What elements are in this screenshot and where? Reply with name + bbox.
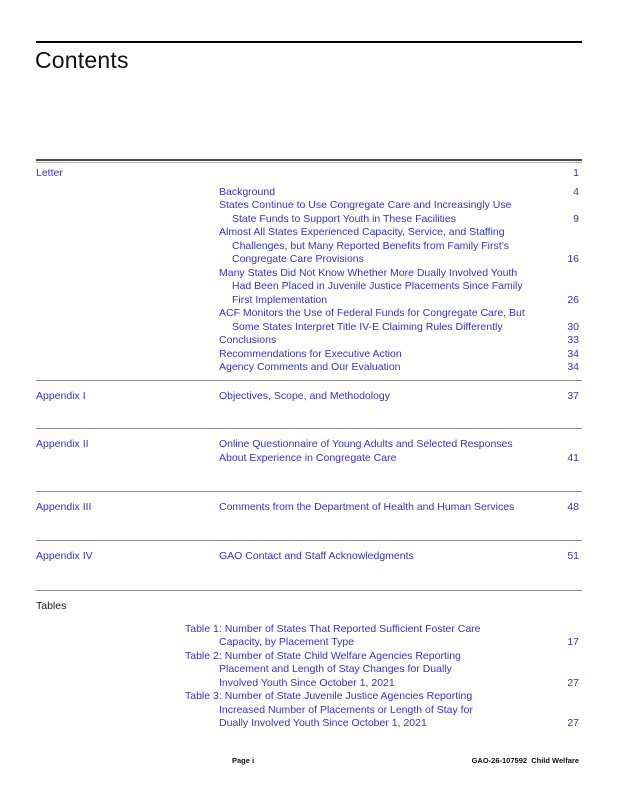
table-entry-row bbox=[185, 690, 582, 731]
page-title: Contents bbox=[35, 47, 129, 73]
appendix-2-row bbox=[36, 438, 582, 465]
appendix-4-rule bbox=[36, 540, 582, 541]
appendix-1-row bbox=[36, 390, 582, 404]
tables-section-rule bbox=[36, 590, 582, 591]
table-entries bbox=[185, 623, 582, 731]
letter-section-rule bbox=[36, 159, 582, 163]
appendix-2-title[interactable]: Online Questionnaire of Young Adults and Selected Responses About Experience in Congregate Care bbox=[219, 438, 513, 464]
table-entry-text[interactable]: Table 3: Number of State Juvenile Justice Agencies Reporting Increased Number of Placements or Length of Stay for Dually Involved Youth Since October 1, 2021 bbox=[185, 690, 473, 729]
appendix-4-page-number[interactable]: 51 bbox=[567, 550, 579, 562]
toc-entry-text[interactable]: Conclusions bbox=[219, 334, 277, 346]
page-footer bbox=[36, 756, 582, 766]
letter-link[interactable]: Letter bbox=[36, 167, 63, 179]
appendix-1-rule bbox=[36, 380, 582, 381]
toc-entry-row bbox=[219, 226, 582, 267]
toc-entry-page-number[interactable]: 33 bbox=[567, 334, 579, 346]
table-entry-row bbox=[185, 650, 582, 691]
appendix-1-title[interactable]: Objectives, Scope, and Methodology bbox=[219, 390, 391, 402]
toc-entry-text[interactable]: Almost All States Experienced Capacity, Service, and Staffing Challenges, but Many Reported Benefits from Family First’s Congregate Care Provisions bbox=[219, 226, 509, 265]
toc-entry-page-number[interactable]: 16 bbox=[567, 253, 579, 265]
toc-entry-text[interactable]: Many States Did Not Know Whether More Dually Involved Youth Had Been Placed in Juvenile Justice Placements Since Family First Implementation bbox=[219, 266, 523, 306]
appendix-3-rule bbox=[36, 491, 582, 492]
letter-entries bbox=[219, 186, 582, 375]
toc-entry-text[interactable]: States Continue to Use Congregate Care and Increasingly Use State Funds to Support Youth in These Facilities bbox=[219, 199, 512, 225]
appendix-3-page-number[interactable]: 48 bbox=[567, 501, 579, 513]
appendix-1-label[interactable]: Appendix I bbox=[36, 390, 86, 402]
toc-entry-row bbox=[219, 267, 582, 308]
appendix-3-label[interactable]: Appendix III bbox=[36, 501, 92, 513]
toc-entry-page-number[interactable]: 9 bbox=[573, 212, 579, 225]
toc-entry-text[interactable]: Agency Comments and Our Evaluation bbox=[219, 361, 401, 373]
toc-entry-row bbox=[219, 199, 582, 226]
toc-entry-row bbox=[219, 348, 582, 362]
toc-entry-page-number[interactable]: 34 bbox=[567, 347, 579, 360]
letter-head-row bbox=[36, 167, 582, 181]
toc-entry-row bbox=[219, 334, 582, 348]
table-entry-page-number[interactable]: 27 bbox=[567, 717, 579, 729]
footer-report-id: GAO-26-107592 Child Welfare bbox=[471, 756, 579, 765]
top-rule bbox=[36, 41, 582, 43]
footer-page-number: Page i bbox=[232, 756, 255, 765]
table-entry-text[interactable]: Table 2: Number of State Child Welfare Agencies Reporting Placement and Length of Stay Changes for Dually Involved Youth Since October 1, 2021 bbox=[185, 649, 461, 689]
toc-entry-page-number[interactable]: 30 bbox=[567, 320, 579, 333]
section-appendix-4 bbox=[36, 540, 582, 564]
table-entry-page-number[interactable]: 27 bbox=[567, 676, 579, 689]
table-entry-page-number[interactable]: 17 bbox=[567, 636, 579, 648]
appendix-4-title[interactable]: GAO Contact and Staff Acknowledgments bbox=[219, 550, 414, 562]
tables-heading: Tables bbox=[36, 600, 67, 612]
letter-page-number[interactable]: 1 bbox=[573, 167, 579, 179]
toc-entry-row bbox=[219, 307, 582, 334]
toc-entry-page-number[interactable]: 34 bbox=[567, 361, 579, 373]
section-appendix-2 bbox=[36, 428, 582, 465]
appendix-3-row bbox=[36, 501, 582, 515]
toc-entry-text[interactable]: ACF Monitors the Use of Federal Funds for Congregate Care, But Some States Interpret Title IV-E Claiming Rules Differently bbox=[219, 307, 525, 333]
section-letter bbox=[36, 159, 582, 375]
toc-entry-text[interactable]: Background bbox=[219, 185, 276, 198]
appendix-2-label[interactable]: Appendix II bbox=[36, 438, 89, 450]
appendix-3-title[interactable]: Comments from the Department of Health and Human Services bbox=[219, 501, 515, 513]
section-appendix-3 bbox=[36, 491, 582, 515]
toc-entry-text[interactable]: Recommendations for Executive Action bbox=[219, 347, 402, 360]
toc-entry-row bbox=[219, 186, 582, 200]
appendix-4-label[interactable]: Appendix IV bbox=[36, 550, 93, 562]
table-entry-row bbox=[185, 623, 582, 650]
appendix-1-page-number[interactable]: 37 bbox=[567, 390, 579, 402]
table-entry-text[interactable]: Table 1: Number of States That Reported Sufficient Foster Care Capacity, by Placement Type bbox=[185, 622, 481, 648]
appendix-2-page-number[interactable]: 41 bbox=[567, 451, 579, 464]
section-tables bbox=[36, 590, 582, 731]
toc-entry-page-number[interactable]: 4 bbox=[573, 185, 579, 198]
appendix-2-rule bbox=[36, 428, 582, 429]
toc-entry-row bbox=[219, 361, 582, 375]
toc-entry-page-number[interactable]: 26 bbox=[567, 293, 579, 306]
section-appendix-1 bbox=[36, 380, 582, 404]
appendix-4-row bbox=[36, 550, 582, 564]
